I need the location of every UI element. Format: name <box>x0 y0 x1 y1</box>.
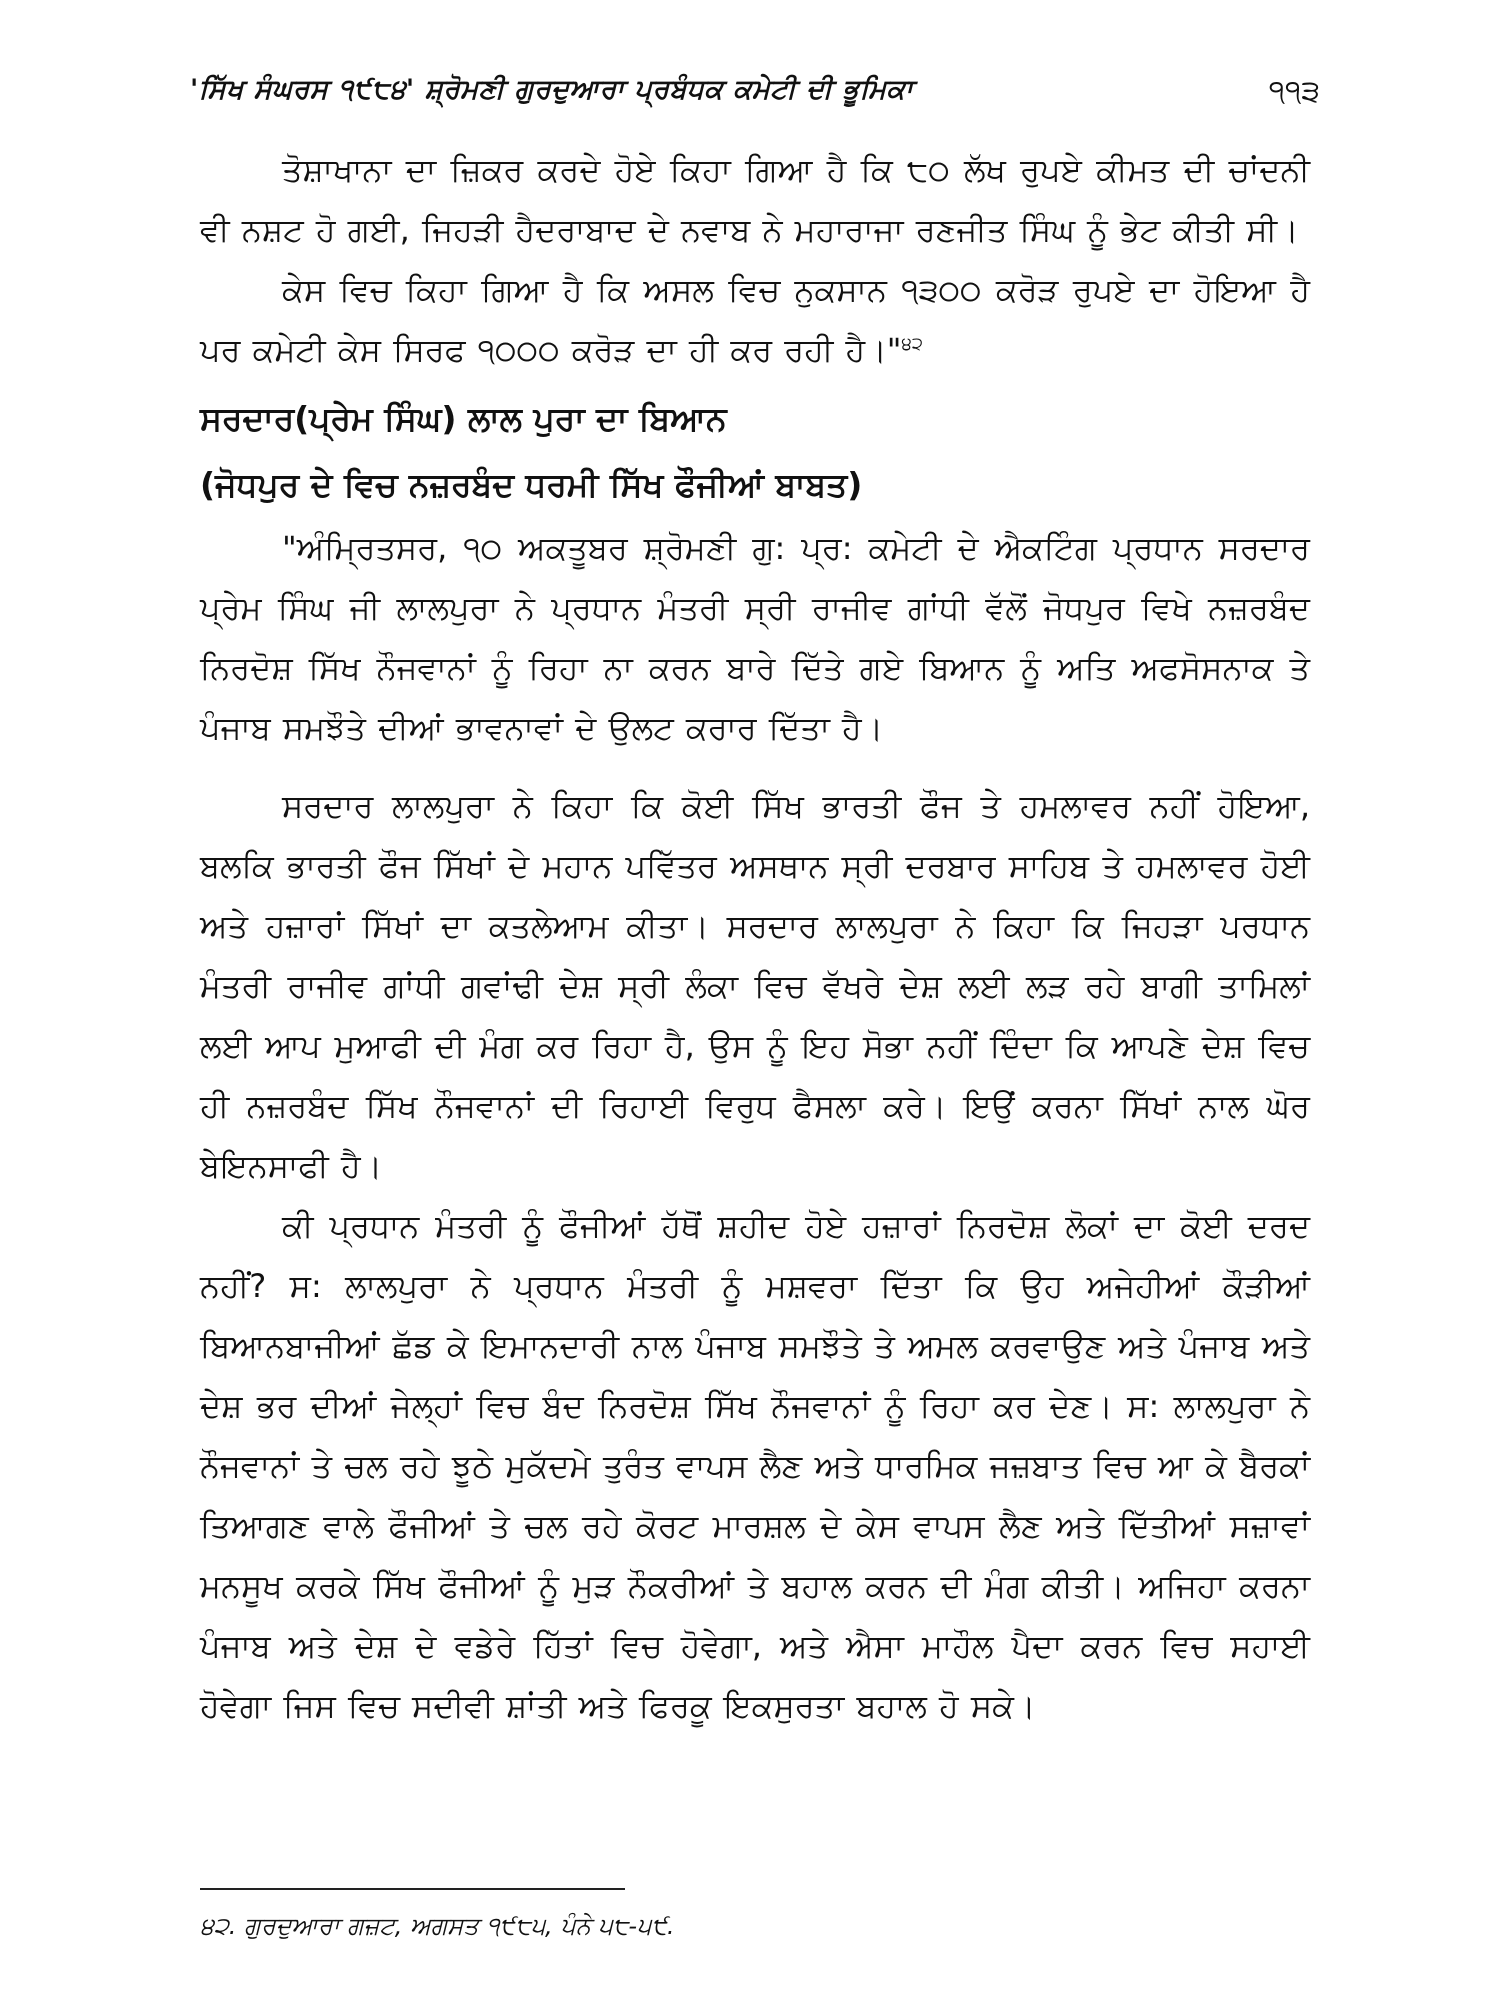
running-header-title: 'ਸਿੱਖ ਸੰਘਰਸ ੧੯੮੪' ਸ਼੍ਰੋਮਣੀ ਗੁਰਦੁਆਰਾ ਪ੍ਰਬੰਧਕ ਕਮੇਟੀ ਦੀ ਭੂਮਿਕਾ <box>190 74 914 105</box>
running-header <box>190 74 1320 114</box>
paragraph-text: ਤੋਸ਼ਾਖਾਨਾ ਦਾ ਜ਼ਿਕਰ ਕਰਦੇ ਹੋਏ ਕਿਹਾ ਗਿਆ ਹੈ ਕਿ ੮੦ ਲੱਖ ਰੁਪਏ ਕੀਮਤ ਦੀ ਚਾਂਦਨੀ ਵੀ ਨਸ਼ਟ ਹੋ ਗਈ, ਜਿਹੜੀ ਹੈਦਰਾਬਾਦ ਦੇ ਨਵਾਬ ਨੇ ਮਹਾਰਾਜਾ ਰਣਜੀਤ ਸਿੰਘ ਨੂੰ ਭੇਟ ਕੀਤੀ ਸੀ। <box>200 151 1310 249</box>
footnote-reference: ੪੨ <box>901 333 924 355</box>
body-text <box>200 140 1310 1736</box>
spacer <box>200 758 1310 776</box>
section-heading: ਸਰਦਾਰ(ਪ੍ਰੇਮ ਸਿੰਘ) ਲਾਲ ਪੁਰਾ ਦਾ ਬਿਆਨ <box>200 399 727 438</box>
paragraph-text: ਸਰਦਾਰ ਲਾਲਪੁਰਾ ਨੇ ਕਿਹਾ ਕਿ ਕੋਈ ਸਿੱਖ ਭਾਰਤੀ ਫੌਜ ਤੇ ਹਮਲਾਵਰ ਨਹੀਂ ਹੋਇਆ, ਬਲਕਿ ਭਾਰਤੀ ਫੌਜ ਸਿੱਖਾਂ ਦੇ ਮਹਾਨ ਪਵਿੱਤਰ ਅਸਥਾਨ ਸ੍ਰੀ ਦਰਬਾਰ ਸਾਹਿਬ ਤੇ ਹਮਲਾਵਰ ਹੋਈ ਅਤੇ ਹਜ਼ਾਰਾਂ ਸਿੱਖਾਂ ਦਾ ਕਤਲੇਆਮ ਕੀਤਾ। ਸਰਦਾਰ ਲਾਲਪੁਰਾ ਨੇ ਕਿਹਾ ਕਿ ਜਿਹੜਾ ਪਰਧਾਨ ਮੰਤਰੀ ਰਾਜੀਵ ਗਾਂਧੀ ਗਵਾਂਢੀ ਦੇਸ਼ ਸ੍ਰੀ ਲੰਕਾ ਵਿਚ ਵੱਖਰੇ ਦੇਸ਼ ਲਈ ਲੜ ਰਹੇ ਬਾਗੀ ਤਾਮਿਲਾਂ ਲਈ ਆਪ ਮੁਆਫੀ ਦੀ ਮੰਗ ਕਰ ਰਿਹਾ ਹੈ, ਉਸ ਨੂੰ ਇਹ ਸੋਭਾ ਨਹੀਂ ਦਿੰਦਾ ਕਿ ਆਪਣੇ ਦੇਸ਼ ਵਿਚ ਹੀ ਨਜ਼ਰਬੰਦ ਸਿੱਖ ਨੌਜਵਾਨਾਂ ਦੀ ਰਿਹਾਈ ਵਿਰੁਧ ਫੈਸਲਾ ਕਰੇ। ਇਉਂ ਕਰਨਾ ਸਿੱਖਾਂ ਨਾਲ ਘੋਰ ਬੇਇਨਸਾਫੀ ਹੈ। <box>200 787 1310 1185</box>
paragraph-loss-case <box>200 260 1310 380</box>
paragraph-text: ਕੀ ਪ੍ਰਧਾਨ ਮੰਤਰੀ ਨੂੰ ਫੌਜੀਆਂ ਹੱਥੋਂ ਸ਼ਹੀਦ ਹੋਏ ਹਜ਼ਾਰਾਂ ਨਿਰਦੋਸ਼ ਲੋਕਾਂ ਦਾ ਕੋਈ ਦਰਦ ਨਹੀਂ? ਸ: ਲਾਲਪੁਰਾ ਨੇ ਪ੍ਰਧਾਨ ਮੰਤਰੀ ਨੂੰ ਮਸ਼ਵਰਾ ਦਿੱਤਾ ਕਿ ਉਹ ਅਜੇਹੀਆਂ ਕੌੜੀਆਂ ਬਿਆਨਬਾਜੀਆਂ ਛੱਡ ਕੇ ਇਮਾਨਦਾਰੀ ਨਾਲ ਪੰਜਾਬ ਸਮਝੌਤੇ ਤੇ ਅਮਲ ਕਰਵਾਉਣ ਅਤੇ ਪੰਜਾਬ ਅਤੇ ਦੇਸ਼ ਭਰ ਦੀਆਂ ਜੇਲ੍ਹਾਂ ਵਿਚ ਬੰਦ ਨਿਰਦੋਸ਼ ਸਿੱਖ ਨੌਜਵਾਨਾਂ ਨੂੰ ਰਿਹਾ ਕਰ ਦੇਣ। ਸ: ਲਾਲਪੁਰਾ ਨੇ ਨੌਜਵਾਨਾਂ ਤੇ ਚਲ ਰਹੇ ਝੂਠੇ ਮੁਕੱਦਮੇ ਤੁਰੰਤ ਵਾਪਸ ਲੈਣ ਅਤੇ ਧਾਰਮਿਕ ਜਜ਼ਬਾਤ ਵਿਚ ਆ ਕੇ ਬੈਰਕਾਂ ਤਿਆਗਣ ਵਾਲੇ ਫੌਜੀਆਂ ਤੇ ਚਲ ਰਹੇ ਕੋਰਟ ਮਾਰਸ਼ਲ ਦੇ ਕੇਸ ਵਾਪਸ ਲੈਣ ਅਤੇ ਦਿੱਤੀਆਂ ਸਜ਼ਾਵਾਂ ਮਨਸੂਖ ਕਰਕੇ ਸਿੱਖ ਫੌਜੀਆਂ ਨੂੰ ਮੁੜ ਨੌਕਰੀਆਂ ਤੇ ਬਹਾਲ ਕਰਨ ਦੀ ਮੰਗ ਕੀਤੀ। ਅਜਿਹਾ ਕਰਨਾ ਪੰਜਾਬ ਅਤੇ ਦੇਸ਼ ਦੇ ਵਡੇਰੇ ਹਿੱਤਾਂ ਵਿਚ ਹੋਵੇਗਾ, ਅਤੇ ਐਸਾ ਮਾਹੌਲ ਪੈਦਾ ਕਰਨ ਵਿਚ ਸਹਾਈ ਹੋਵੇਗਾ ਜਿਸ ਵਿਚ ਸਦੀਵੀ ਸ਼ਾਂਤੀ ਅਤੇ ਫਿਰਕੂ ਇਕਸੁਰਤਾ ਬਹਾਲ ਹੋ ਸਕੇ। <box>200 1207 1310 1725</box>
paragraph-text: "ਅੰਮ੍ਰਿਤਸਰ, ੧੦ ਅਕਤੂਬਰ ਸ਼੍ਰੋਮਣੀ ਗੁ: ਪ੍ਰ: ਕਮੇਟੀ ਦੇ ਐਕਟਿੰਗ ਪ੍ਰਧਾਨ ਸਰਦਾਰ ਪ੍ਰੇਮ ਸਿੰਘ ਜੀ ਲਾਲਪੁਰਾ ਨੇ ਪ੍ਰਧਾਨ ਮੰਤਰੀ ਸ੍ਰੀ ਰਾਜੀਵ ਗਾਂਧੀ ਵੱਲੋਂ ਜੋਧਪੁਰ ਵਿਖੇ ਨਜ਼ਰਬੰਦ ਨਿਰਦੋਸ਼ ਸਿੱਖ ਨੌਜਵਾਨਾਂ ਨੂੰ ਰਿਹਾ ਨਾ ਕਰਨ ਬਾਰੇ ਦਿੱਤੇ ਗਏ ਬਿਆਨ ਨੂੰ ਅਤਿ ਅਫਸੋਸਨਾਕ ਤੇ ਪੰਜਾਬ ਸਮਝੌਤੇ ਦੀਆਂ ਭਾਵਨਾਵਾਂ ਦੇ ਉਲਟ ਕਰਾਰ ਦਿੱਤਾ ਹੈ। <box>200 529 1310 747</box>
paragraph-text: ਕੇਸ ਵਿਚ ਕਿਹਾ ਗਿਆ ਹੈ ਕਿ ਅਸਲ ਵਿਚ ਨੁਕਸਾਨ ੧੩੦੦ ਕਰੋੜ ਰੁਪਏ ਦਾ ਹੋਇਆ ਹੈ ਪਰ ਕਮੇਟੀ ਕੇਸ ਸਿਰਫ ੧੦੦੦ ਕਰੋੜ ਦਾ ਹੀ ਕਰ ਰਹੀ ਹੈ।" <box>200 271 1310 369</box>
paragraph-toshakhana <box>200 140 1310 260</box>
footnote: ੪੨. ਗੁਰਦੁਆਰਾ ਗਜ਼ਟ, ਅਗਸਤ ੧੯੮੫, ਪੰਨੇ ੫੮-੫੯. <box>200 1912 675 1940</box>
paragraph-amritsar-statement <box>200 518 1310 758</box>
footnote-rule <box>200 1888 625 1890</box>
section-subheading: (ਜੋਧਪੁਰ ਦੇ ਵਿਚ ਨਜ਼ਰਬੰਦ ਧਰਮੀ ਸਿੱਖ ਫੌਜੀਆਂ ਬਾਬਤ) <box>200 465 863 504</box>
paragraph-lalpura-said <box>200 776 1310 1196</box>
paragraph-prime-minister <box>200 1196 1310 1736</box>
page-number: ੧੧੩ <box>1268 74 1320 109</box>
